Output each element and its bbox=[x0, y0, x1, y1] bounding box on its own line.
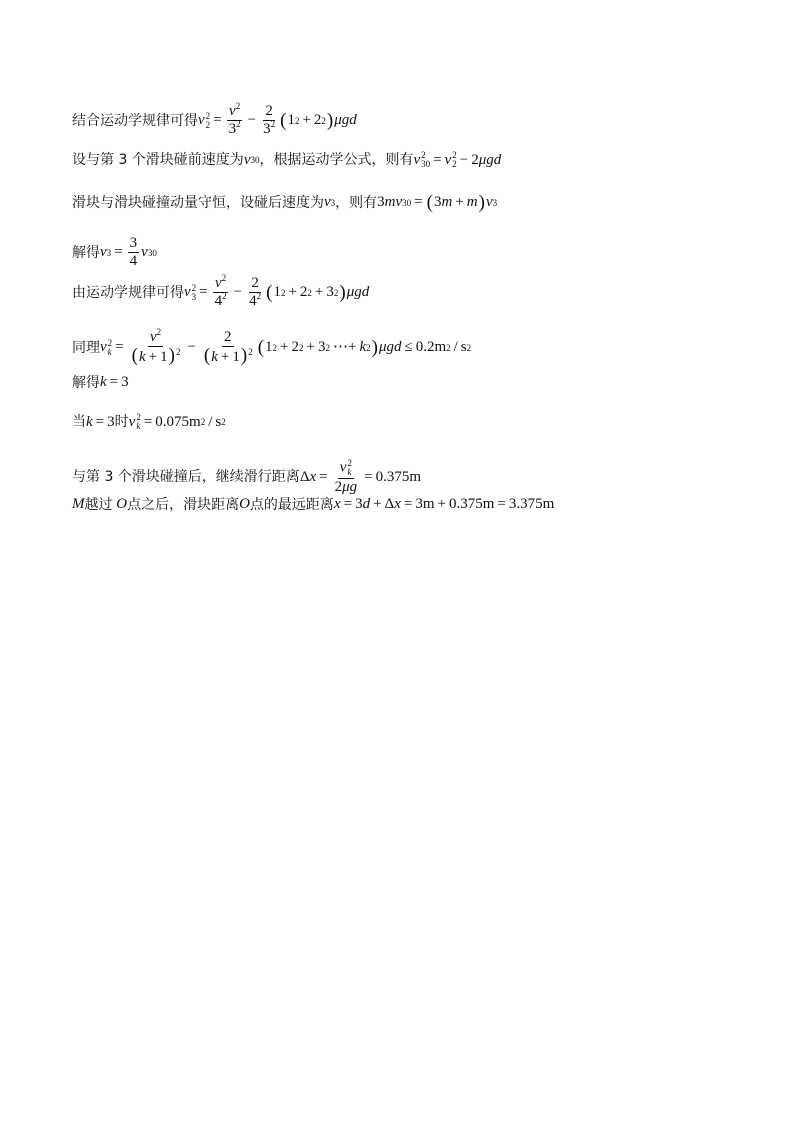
formula-max-distance: x = 3 d + Δ x = 3m + 0.375m = 3.375m bbox=[333, 496, 555, 512]
line-text: ，则有 bbox=[335, 194, 378, 211]
formula-k-equals-3: k = 3 bbox=[100, 374, 129, 390]
symbol-M: M bbox=[72, 496, 85, 512]
equation-line-9 bbox=[72, 459, 421, 495]
symbol-v3: v 3 bbox=[324, 194, 336, 210]
symbol-O: O bbox=[112, 496, 128, 512]
symbol-O: O bbox=[239, 496, 250, 512]
formula-k-condition: k = 3 bbox=[86, 413, 115, 430]
formula-vk-squared-inequality: v 2 k = $\frac{v^2}{(k + 1)^2}$ − $\frac{2}{(k + 1)^2}$ ( 1 2 + 2 2 + 3 2 ⋯+ k 2 ) μgd ≤ 0.2m 2 / s 2 bbox=[100, 327, 472, 366]
equation-line-8 bbox=[72, 413, 226, 431]
line-text: 越过 bbox=[84, 496, 113, 513]
formula-v3-squared: v 2 3 = $\frac{v^2}{4^2}$ − $\frac{2}{4^2}$ ( 1 2 + 2 2 + 3 2 ) μgd bbox=[184, 273, 370, 309]
formula-vk-value: v 2 k = 0.075m 2 / s 2 bbox=[128, 412, 226, 431]
equation-line-6 bbox=[72, 327, 472, 366]
line-text: 点的最远距离 bbox=[249, 496, 334, 513]
line-text: 设与第 3 个滑块碰前速度为 bbox=[72, 152, 244, 168]
line-text: 当 bbox=[72, 414, 86, 430]
equation-line-1 bbox=[72, 101, 357, 137]
equation-line-2 bbox=[72, 151, 501, 169]
equation-line-10 bbox=[72, 497, 554, 512]
line-text: 与第 3 个滑块碰撞后，继续滑行距离 bbox=[72, 469, 300, 485]
line-text: 同理 bbox=[72, 339, 100, 356]
line-text: ，根据运动学公式，则有 bbox=[259, 152, 414, 168]
formula-v30-squared: v 2 30 = v 2 2 − 2 μgd bbox=[413, 150, 502, 169]
line-text: 时 bbox=[114, 414, 129, 430]
formula-momentum: 3 mv 30 = ( 3 m + m ) v 3 bbox=[377, 192, 498, 213]
symbol-v30: v 30 bbox=[243, 151, 260, 168]
formula-delta-x: Δ x = v 2 k 2μg = 0.375m bbox=[299, 458, 422, 495]
line-text: 点之后，滑块距离 bbox=[127, 496, 240, 513]
equation-line-3 bbox=[72, 193, 497, 212]
formula-v2-squared: v 2 2 = $\frac{v^2}{3^2}$ − $\frac{2}{3^2}$ ( 1 2 + 2 2 ) μgd bbox=[198, 101, 357, 137]
line-text: 滑块与滑块碰撞动量守恒，设碰后速度为 bbox=[72, 194, 324, 211]
line-text: 解得 bbox=[72, 374, 100, 391]
equation-line-7 bbox=[72, 375, 129, 390]
line-text: 由运动学规律可得 bbox=[72, 284, 184, 301]
equation-line-4 bbox=[72, 236, 157, 269]
equation-line-5 bbox=[72, 273, 370, 309]
line-text: 解得 bbox=[72, 244, 100, 261]
formula-v3: v 3 = $\frac{3}{4}$ v 30 bbox=[100, 235, 157, 269]
line-text: 结合运动学规律可得 bbox=[72, 112, 198, 129]
